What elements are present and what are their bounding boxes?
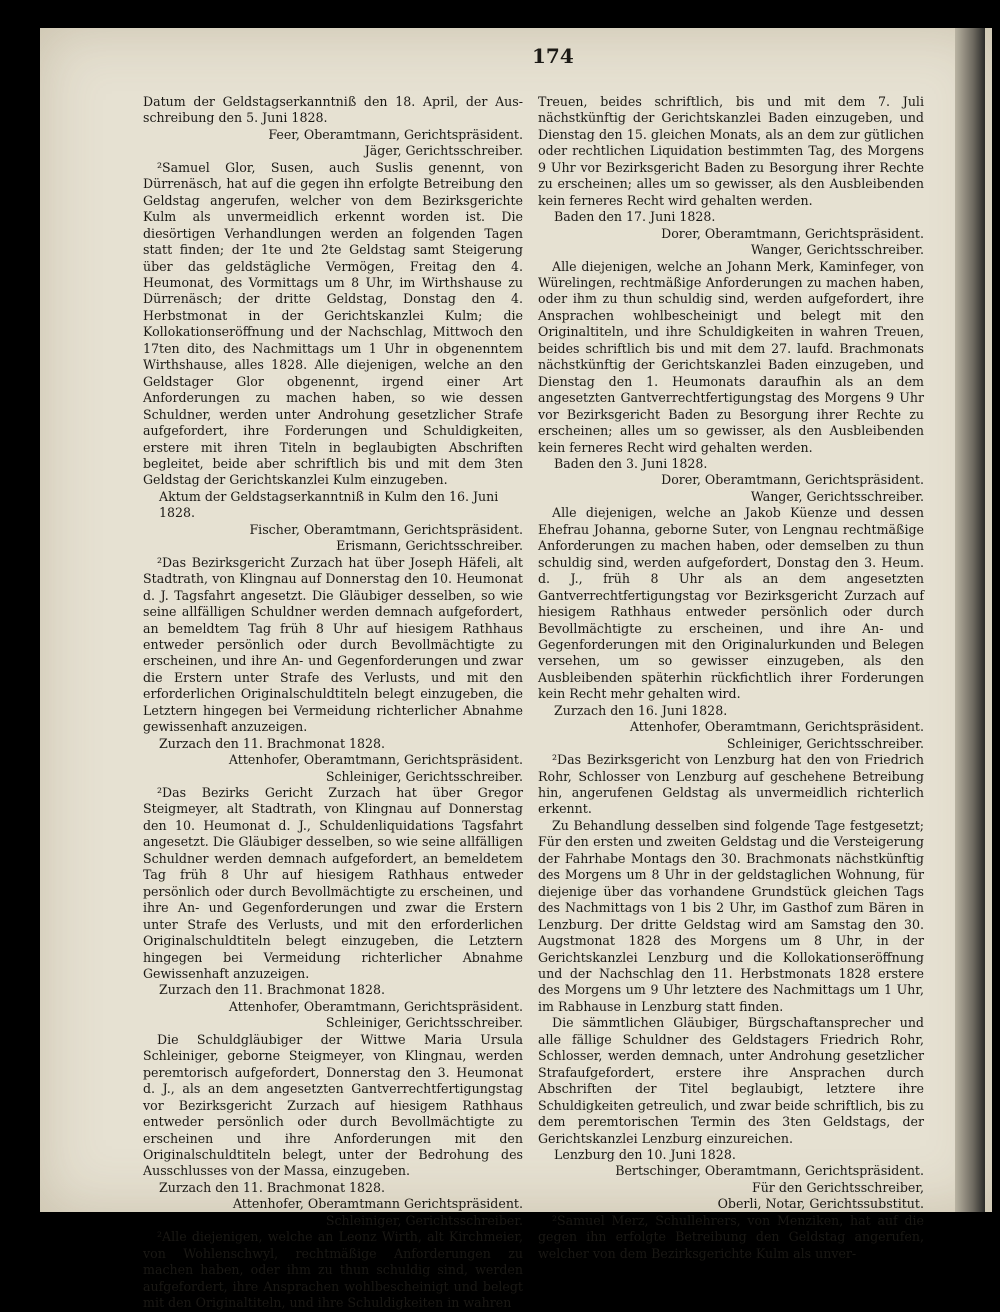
signature-line: Wanger, Gerichtsschreiber. xyxy=(750,242,924,258)
notice-paragraph: Datum der Geldstagserkanntniß den 18. April, der Aus-schreibung den 5. Juni 1828. xyxy=(143,94,523,126)
notice-paragraph: ²Samuel Glor, Susen, auch Suslis genennt, von Dürrenäsch, hat auf die gegen ihn erfolgte Betreibung den Geldstag angerufen, welcher von dem Bezirksgerichte Kulm als unvermeidlich erkennt worden ist. Die diesörtigen Verhandlungen werden an folgenden Tagen statt finden; der 1te und 2te Geldstag samt Steigerung über das geldstägliche Vermögen, Freitag den 4. Heumonat, des Vormittags um 8 Uhr, im Wirthshause zu Dürrenäsch; der dritte Geldstag, Donstag den 4. Herbstmonat in der Gerichtskanzlei Kulm; die Kollokationseröffnung und der Nachschlag, Mittwoch den 17ten dito, des Nachmittags um 1 Uhr in obgenenntem Wirthshause, alles 1828. Alle diejenigen, welche an den Geldstager Glor obgenennt, irgend einer Art Anforderungen zu machen haben, so wie dessen Schuldner, werden unter Androhung gesetzlicher Strafe aufgefordert, ihre Forderungen und Schuldigkeiten, erstere mit ihren Titeln in beglaubigten Abschriften begleitet, beide aber schriftlich bis und mit dem 3ten Geldstag der Gerichtskanzlei Kulm einzugeben. xyxy=(143,159,523,488)
signature-line: Jäger, Gerichtsschreiber. xyxy=(364,143,523,159)
date-line: Zurzach den 11. Brachmonat 1828. xyxy=(159,735,386,751)
date-line: Zurzach den 11. Brachmonat 1828. xyxy=(159,982,386,998)
date-line: Aktum der Geldstagserkanntniß in Kulm den 16. Juni 1828. xyxy=(159,488,499,521)
left-column xyxy=(143,94,523,1312)
signature-line: Dorer, Oberamtmann, Gerichtspräsident. xyxy=(661,472,924,488)
signature-line: Oberli, Notar, Gerichtssubstitut. xyxy=(717,1196,924,1212)
page-number: 174 xyxy=(532,44,574,68)
signature-line: Attenhofer, Oberamtmann Gerichtspräsident. xyxy=(232,1196,523,1212)
signature-line: Attenhofer, Oberamtmann, Gerichtspräsident. xyxy=(228,998,523,1014)
notice-paragraph: Treuen, beides schriftlich, bis und mit dem 7. Juli nächstkünftig der Gerichtskanzlei Baden einzugeben, und Dienstag den 15. gleichen Monats, als an dem zur gütlichen oder rechtlichen Liquidation bestimmten Tag, des Morgens 9 Uhr vor Bezirksgericht Baden zu Besorgung ihrer Rechte zu erscheinen; alles um so gewisser, als den Ausbleibenden kein ferneres Recht wird gehalten werden. xyxy=(538,94,924,208)
signature-line: Für den Gerichtsschreiber, xyxy=(751,1179,924,1195)
notice-paragraph: ²Das Bezirksgericht von Lenzburg hat den von Friedrich Rohr, Schlosser von Lenzburg auf geschehene Betreibung hin, angerufenen Geldstag als unvermeidlich richterlich erkennt. xyxy=(538,752,924,817)
notice-paragraph: Alle diejenigen, welche an Johann Merk, Kaminfeger, von Würelingen, rechtmäßige Anforderungen zu machen haben, oder ihm zu thun schuldig sind, werden aufgefordert, ihre Ansprachen wohlbescheinigt und belegt mit den Originaltiteln, und ihre Schuldigkeiten in wahren Treuen, beides schriftlich bis und mit dem 27. laufd. Brachmonats nächstkünftig der Gerichtskanzlei Baden einzugeben, und Dienstag den 1. Heumonats daraufhin als an dem angesetzten Gantverrechtfertigungstag des Morgens 9 Uhr vor Bezirksgericht Baden zu Besorgung ihrer Rechte zu erscheinen; alles um so gewisser, als den Ausbleibenden kein ferneres Recht wird gehalten werden. xyxy=(538,258,924,455)
date-line: Zurzach den 11. Brachmonat 1828. xyxy=(159,1179,386,1195)
date-line: Baden den 17. Juni 1828. xyxy=(554,209,716,225)
date-line: Zurzach den 16. Juni 1828. xyxy=(554,702,728,718)
signature-line: Attenhofer, Oberamtmann, Gerichtspräsident. xyxy=(629,719,924,735)
notice-paragraph: Zu Behandlung desselben sind folgende Tage festgesetzt; Für den ersten und zweiten Geldstag und die Versteigerung der Fahrhabe Montags den 30. Brachmonats nächstkünftig des Morgens um 8 Uhr in der geldstaglichen Wohnung, für diejenige über das vorhandene Grundstück gleichen Tags des Nachmittags von 1 bis 2 Uhr, im Gasthof zum Bären in Lenzburg. Der dritte Geldstag wird am Samstag den 30. Augstmonat 1828 des Morgens um 8 Uhr, in der Gerichtskanzlei Lenzburg und die Kollokationseröffnung und der Nachschlag den 11. Herbstmonats 1828 erstere des Morgens um 9 Uhr letztere des Nachmittags um 1 Uhr, im Rabhause in Lenzburg statt finden. xyxy=(538,817,924,1014)
date-line: Lenzburg den 10. Juni 1828. xyxy=(554,1147,736,1162)
notice-paragraph: Die sämmtlichen Gläubiger, Bürgschaftansprecher und alle fällige Schuldner des Geldstagers Friedrich Rohr, Schlosser, werden demnach, unter Androhung gesetzlicher Strafaufgefordert, erstere ihre Ansprachen durch Abschriften der Titel beglaubigt, letztere ihre Schuldigkeiten getreulich, und zwar beide schriftlich, bis zu dem peremtorischen Termin des 3ten Geldstags, der Gerichtskanzlei Lenzburg einzureichen. xyxy=(538,1015,924,1146)
notice-paragraph: Alle diejenigen, welche an Jakob Küenze und dessen Ehefrau Johanna, geborne Suter, von Lengnau rechtmäßige Anforderungen zu machen haben, oder demselben zu thun schuldig sind, werden aufgefordert, Donstag den 3. Heum. d. J., früh 8 Uhr als an dem angesetzten Gantverrechtfertigungstag vor Bezirksgericht Zurzach auf hiesigem Rathhaus entweder persönlich oder durch Bevollmächtigte zu erscheinen, und ihre An- und Gegenforderungen mit den Originalurkunden und Belegen versehen, um so gewisser einzugeben, als den Ausbleibenden späterhin rückfichtlich ihrer Forderungen kein Recht mehr gehalten wird. xyxy=(538,505,924,702)
notice-paragraph: ²Alle diejenigen, welche an Leonz Wirth, alt Kirchmeier, von Wohlenschwyl, rechtmäßige Anforderungen zu machen haben, oder ihm zu thun schuldig sind, werden aufgefordert, ihre Ansprachen wohlbescheinigt und belegt mit den Originaltiteln, und ihre Schuldigkeiten in wahren xyxy=(143,1229,523,1311)
signature-line: Schleiniger, Gerichtsschreiber. xyxy=(325,768,523,784)
right-column xyxy=(538,94,924,1262)
signature-line: Erismann, Gerichtsschreiber. xyxy=(336,538,523,554)
notice-paragraph: ²Das Bezirksgericht Zurzach hat über Joseph Häfeli, alt Stadtrath, von Klingnau auf Donnerstag den 10. Heumonat d. J. Tagsfahrt angesetzt. Die Gläubiger desselben, so wie seine allfälligen Schuldner werden demnach aufgefordert, an bemeldtem Tag früh 8 Uhr auf hiesigem Rathhaus entweder persönlich oder durch Bevollmächtigte zu erscheinen, und ihre An- und Gegenforderungen und zwar die Erstern unter Strafe des Verlusts, und mit den erforderlichen Originalschuldtiteln belegt einzugeben, die Letztern hingegen bei Vermeidung richterlicher Abnahme gewissenhaft anzuzeigen. xyxy=(143,554,523,735)
signature-line: Wanger, Gerichtsschreiber. xyxy=(750,488,924,504)
page-edge xyxy=(955,28,985,1212)
notice-paragraph: ²Samuel Merz, Schullehrers, von Menziken, hat auf die gegen ihn erfolgte Betreibung den Geldstag angerufen, welcher von dem Bezirksgerichte Kulm als unver- xyxy=(538,1212,924,1261)
signature-line: Schleiniger, Gerichtsschreiber. xyxy=(726,735,924,751)
notice-paragraph: ²Das Bezirks Gericht Zurzach hat über Gregor Steigmeyer, alt Stadtrath, von Klingnau auf Donnerstag den 10. Heumonat d. J., Schuldenliquidations Tagsfahrt angesetzt. Die Gläubiger desselben, so wie seine allfälligen Schuldner werden demnach aufgefordert, an bemeldetem Tag früh 8 Uhr auf hiesigem Rathhaus entweder persönlich oder durch Bevollmächtigte zu erscheinen, und ihre An- und Gegenforderungen und zwar die Erstern unter Strafe des Verlusts, und mit den erforderlichen Originalschuldtiteln belegt einzugeben, die Letztern hingegen bei Vermeidung richterlicher Abnahme Gewissenhaft anzuzeigen. xyxy=(143,785,523,982)
signature-line: Fischer, Oberamtmann, Gerichtspräsident. xyxy=(249,521,523,537)
notice-paragraph: Die Schuldgläubiger der Wittwe Maria Ursula Schleiniger, geborne Steigmeyer, von Klingnau, werden peremtorisch aufgefordert, Donnerstag den 3. Heumonat d. J., als an dem angesetzten Gantverrechtfertigungstag vor Bezirksgericht Zurzach auf hiesigem Rathhaus entweder persönlich oder durch Bevollmächtigte zu erscheinen und ihre Anforderungen mit den Originalschuldtiteln belegt, unter der Bedrohung des Ausschlusses von der Massa, einzugeben. xyxy=(143,1031,523,1179)
signature-line: Schleiniger, Gerichtsschreiber. xyxy=(325,1015,523,1031)
signature-line: Bertschinger, Oberamtmann, Gerichtspräsident. xyxy=(615,1163,924,1179)
signature-line: Feer, Oberamtmann, Gerichtspräsident. xyxy=(268,126,523,142)
signature-line: Schleiniger, Gerichtsschreiber. xyxy=(325,1212,523,1228)
signature-line: Attenhofer, Oberamtmann, Gerichtspräsident. xyxy=(228,752,523,768)
signature-line: Dorer, Oberamtmann, Gerichtspräsident. xyxy=(661,225,924,241)
date-line: Baden den 3. Juni 1828. xyxy=(554,455,708,471)
